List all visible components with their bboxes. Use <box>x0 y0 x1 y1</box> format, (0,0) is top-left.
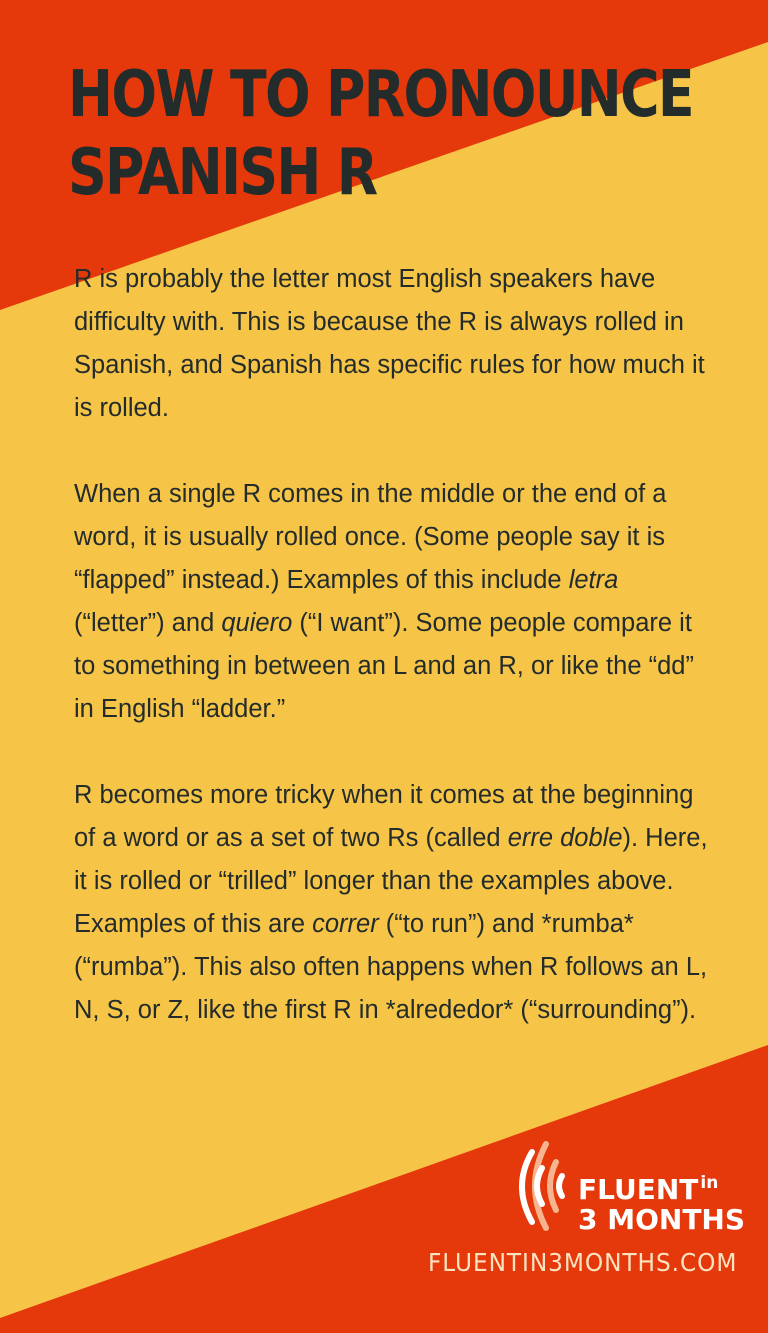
logo-wordmark <box>578 1168 745 1235</box>
sound-wave-icon <box>510 1140 570 1232</box>
logo-line-2: 3 MONTHS <box>578 1203 746 1236</box>
paragraph-3 <box>74 774 714 1032</box>
paragraph-3-text: ). Here, it is rolled or “trilled” longer than the examples above. Examples of this are <box>74 824 708 938</box>
paragraph-2 <box>74 473 714 731</box>
website-url: FLUENTIN3MONTHS.COM <box>428 1248 738 1277</box>
example-word-quiero: quiero <box>221 609 293 637</box>
term-erre-doble: erre doble <box>507 824 623 852</box>
paragraph-3-text: (“to run”) and *rumba* (“rumba”). This also often happens when R follows an L, N, S, or Z, like the first R in *alrededor* (“surrounding”). <box>74 910 708 1024</box>
page-title <box>68 56 693 212</box>
paragraph-2-text: (“letter”) and <box>74 609 222 637</box>
example-word-letra: letra <box>568 566 619 594</box>
paragraph-2-text: When a single R comes in the middle or the end of a word, it is usually rolled once. (Some people say it is “flapped” instead.) Examples of this include <box>74 480 667 594</box>
title-line-2: SPANISH R <box>68 136 377 210</box>
logo-line-1: FLUENT <box>578 1173 699 1206</box>
paragraph-2-text: (“I want”). Some people compare it to something in between an L and an R, or like the “dd” in English “ladder.” <box>74 609 694 723</box>
logo-line-1-small: in <box>700 1173 719 1193</box>
title-line-1: HOW TO PRONOUNCE <box>68 58 693 132</box>
article-body <box>74 258 714 1075</box>
paragraph-3-text: R becomes more tricky when it comes at the beginning of a word or as a set of two Rs (called <box>74 781 694 852</box>
paragraph-1: R is probably the letter most English speakers have difficulty with. This is because the R is always rolled in Spanish, and Spanish has specific rules for how much it is rolled. <box>74 265 705 422</box>
example-word-correr: correr <box>312 910 379 938</box>
